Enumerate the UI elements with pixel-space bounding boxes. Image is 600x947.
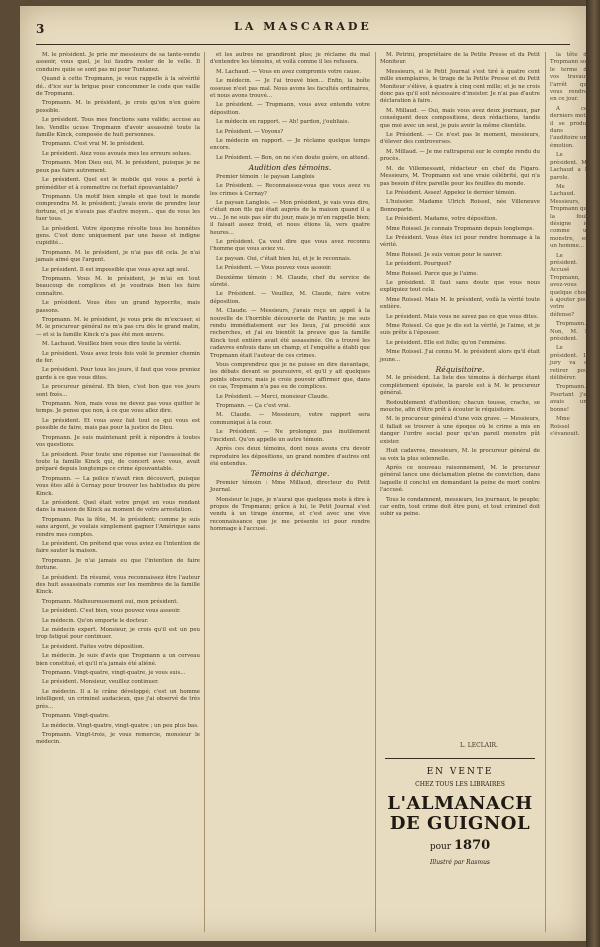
paragraph: Le médecin. Il a le crâne développé; c'est un homme intelligent, un criminel audacieux, que j'ai observé de très près...	[36, 688, 200, 710]
paragraph: Tropmann. M. le président, je n'ai pas dit cela. Je n'ai jamais aimé que l'argent.	[36, 249, 200, 264]
paragraph: Tropmann. — Ça c'est vrai.	[216, 403, 291, 410]
paragraph: Tropmann. M. le président, je vous prie de m'excuser, si M. le procureur général ne m'a pas cru dès le grand matin, — et si la famille Kinck n'a pas été mon œuvre.	[36, 317, 200, 338]
paragraph: Le Président. Vous êtes ici pour rendre hommage à la vérité.	[380, 234, 540, 249]
paragraph: Le président. Vous avez trois fois volé le premier chemin de fer.	[36, 350, 200, 365]
paragraph: Tropmann. Je n'ai jamais eu que l'intention de faire fortune.	[36, 557, 200, 572]
paragraph: Le président. Et vous avez fait tout ce qui vous est possible de faire, mais pas pour la justice de Dieu.	[36, 417, 200, 432]
column-divider	[545, 52, 546, 932]
section-title: Témoins à décharge.	[250, 469, 330, 479]
paragraph: et les autres ne grandiront plus; je réclame du mal d'entendre les témoins, et voilà comme il les refusera.	[210, 52, 370, 66]
paragraph: Le président. Accusé Tropmann, avez-vous quelque chose à ajouter pour votre défense?	[550, 252, 590, 318]
column-2	[210, 52, 370, 932]
paragraph: M. Claude. — Messieurs, j'avais reçu un appel à la nouvelle de l'horrible découverte de Pantin; je me suis rendu immédiatement sur les lieux, j'ai procédé aux recherches, et j'ai eu bientôt la preuve que la famille Kinck tout entière avait été assassinée. On a trouvé les cadavres enfouis dans un champ, et l'enquête a établi que Tropmann était l'auteur de ces crimes.	[210, 308, 370, 359]
paragraph: Le Président. — Reconnaissez-vous que vous avez vu les crimes à Cernay?	[210, 183, 370, 197]
paragraph: Deuxième témoin : M. Claude, chef du service de sûreté.	[210, 274, 370, 288]
paragraph: Le paysan Langlois. — Mon président, je vais vous dire, c'était mon fils qui était auprès de la maison quand il a vu... Je ne suis pas sûr du jour, mais je m'en rappelle bien; il faisait assez froid, et nous étions là, vers quatre heures...	[210, 199, 370, 236]
paragraph: Le président. On prétend que vous aviez eu l'intention de faire sauter la maison.	[36, 540, 200, 555]
paragraph: Monsieur le juge, je n'aurai que quelques mots à dire à propos de Tropmann; grâce à lui, le Petit Journal s'est vendu à un tirage énorme, et c'est avec une vive reconnaissance que je me présente ici pour rendre hommage à l'accusé.	[210, 496, 370, 533]
paragraph: Le Président. Madame, votre déposition.	[386, 216, 498, 223]
ad-line-1: EN VENTE	[426, 767, 494, 777]
paragraph: Le président. Quel était votre projet en vous rendant dans la maison de Kinck au moment de votre arrestation.	[36, 499, 200, 514]
paragraph: Tropmann. Vingt-trois, je vous remercie, monsieur le médecin.	[36, 731, 200, 746]
paragraph: Mme Roissel. Ce que je dis est la vérité, je l'aime, et je suis prête à l'épouser.	[380, 323, 540, 337]
ad-year: 1870	[453, 838, 491, 853]
paragraph: Le Président. — Vous pouvez vous asseoir.	[216, 265, 332, 272]
paragraph: Le président. Mais vous ne savez pas ce que vous dites.	[386, 313, 539, 320]
section-title: Audition des témoins.	[248, 163, 332, 173]
paragraph: M. le président. La liste des témoins à décharge étant complètement épuisée, la parole est à M. le procureur général.	[380, 375, 540, 397]
paragraph: Redoublement d'attention; chacun tousse, crache, se mouche, afin d'être prêt à écouter le réquisitoire.	[380, 399, 540, 414]
paragraph: M. de Villemessant, rédacteur en chef du Figaro. Messieurs, M. Tropmann est une vraie célébrité, qui n'a pas besoin d'être pareille pour les feuilles du monde.	[380, 165, 540, 187]
column-1	[36, 52, 200, 932]
paragraph: Après ces deux témoins, dont nous avons cru devoir reproduire les dépositions, un grand nombre d'autres ont été entendus.	[210, 446, 370, 467]
paragraph: Tous le condamnent, messieurs, les journaux, le peuple; car enfin, tout crime doit être puni, et tout criminel doit subir sa peine.	[380, 496, 540, 518]
paragraph: Le président. Pour tous les jours, il faut que vous preniez garde à ce que vous dites.	[36, 367, 200, 381]
paragraph: Mme Roissel. Je suis venue pour le sauver.	[386, 251, 503, 258]
paragraph: Mme Roissel. Parce que je l'aime.	[386, 270, 479, 277]
paragraph: Le président. Faites votre déposition.	[42, 643, 145, 650]
advertisement	[385, 758, 535, 929]
paragraph: M. le procureur général d'une voix grave. — Messieurs, il fallait se trouver à une époque où le crime a mis en danger l'ordre social pour qu'un pareil monstre pût exister.	[380, 416, 540, 445]
paragraph: Le Président. — Bon, on ne s'en doute guère, on attend.	[216, 154, 370, 161]
column-3	[380, 52, 540, 752]
paragraph: M. Claude. — Messieurs, votre rapport sera communiqué à la cour.	[210, 412, 370, 426]
paragraph: Tropmann. Pourtant j'en avais une bonne!	[550, 384, 590, 413]
paragraph: Tropmann. — La police n'avait rien découvert, puisque vous êtes allé à Cernay pour trouver les habitudes du père Kinck.	[36, 475, 200, 497]
paragraph: Le président. Aiez vous avoués mes les erreurs solues.	[42, 150, 192, 157]
paragraph: Mme Roissel s'évanouit.	[550, 416, 580, 437]
paragraph: Tropmann. Non, mais vous ne devez pas vous quitter le temps. Je pense que non, à ce que vous allez dire.	[36, 401, 200, 415]
paragraph: Le président. — Tropmann, vous avez entendu votre déposition.	[210, 102, 370, 116]
paragraph: Vous comprendrez que je ne puisse en dire davantage, les débats devant se poursuivre, et qu'il y ait quelques points obscurs; mais je crois pouvoir affirmer que, dans ce cas, Tropmann n'a pas eu de complices.	[210, 362, 370, 391]
paragraph: Quand à cette Tropmann, je veux rappelle à la sévérité dé.. d'ice sur la brigue pour concommer le code que vaille de Tropmann.	[36, 76, 200, 98]
paragraph: Le Président. — Ce n'est pas le moment, messieurs, d'élever des controverses.	[380, 132, 540, 146]
paragraph: Me Lachaud. Messieurs, Tropmann que la foule désigne ici comme un monstre, est un homme...	[550, 183, 590, 250]
column-divider	[204, 52, 205, 932]
paragraph: Tropmann. Vingt-quatre, vingt-quatre, je vous suis...	[42, 670, 186, 677]
paragraph: Le président. Votre éponyme révolte tous les honnêtes gens. C'est donc uniquement par une basse et indigne cupidité...	[36, 225, 200, 247]
paragraph: Le président. Pour toute une réponse sur l'assassinat de toute la famille Kinck qui, de concert avec vous, avait préparé depuis longtemps ce crime épouvantable.	[36, 451, 200, 473]
paragraph: A ces derniers mots, il se produit dans l'auditoire une émotion.	[550, 105, 590, 149]
ad-title: L'ALMANACH DE GUIGNOL	[387, 793, 533, 834]
paragraph: Tropmann. Un motif bien simple et que tout le monde comprendra M. le président; j'avais envie de prendre leur fortune, et je n'avais pas d'autre moyen... que de vous les tuer tous.	[36, 193, 200, 223]
paragraph: Le médecin. Je suis d'avis que Tropmann a un cerveau bien constitué, et qu'il n'a jamais été aliéné.	[36, 653, 200, 667]
paragraph: Le médecin en rapport. — Je réclame quelque temps encore.	[210, 138, 370, 152]
section-title: Réquisitoire.	[435, 365, 485, 375]
paragraph: Le procureur général. Eh bien, c'est bon que vos jours sont fixés...	[36, 384, 200, 398]
paragraph: M. le président. Je prie mr messieurs de sa tante-vendu asseoir, vous quel, je lui faudra rester de le velle. Il conduire quiie se sont pas mi pour Tuntanez.	[36, 52, 200, 73]
paragraph: M. Millaud. — Oui, mais vous avez deux journaux, par conséquent deux compositions, deux rédactions, tandis que moi avec un seul, je puis avoir la même clientèle.	[380, 107, 540, 129]
paragraph: Le président. Tous mes fonctions sans valide; accuse au les. Vendlis ucuse Tropmann d'avoir assassiné toute la famille Kinck, composée de huit personnes.	[36, 117, 200, 139]
paragraph: Le président. Me Lachaud a la parole.	[550, 152, 590, 181]
paragraph: Tropmann. Pas la fête, M. le président; comme je suis sans argent, je voulais simplement gagner l'Amérique sans rendre mes comptes.	[36, 516, 200, 538]
paragraph: Mme Roissel. J'ai connu M. le président alors qu'il était jeune...	[380, 349, 540, 363]
paragraph: Tropmann. Je suis maintenant prêt à répondre à toutes vos questions.	[36, 434, 200, 449]
signature: L. LECLAIR.	[460, 742, 498, 749]
ad-pour: pour	[429, 842, 452, 852]
column-4	[550, 52, 590, 932]
paragraph: M. Lachaud. — Vous en avez compromis votre cause.	[216, 68, 362, 75]
paragraph: Tropmann. M. le président, je crois qu'on n'en guère possible.	[36, 100, 200, 114]
paragraph: Huit cadavres, messieurs, M. le procureur général de sa voix la plus solennelle.	[380, 448, 540, 462]
paragraph: Le Président. Assez! Appelez le dernier témoin.	[386, 189, 517, 196]
paragraph: Messieurs, si le Petit Journal s'est tiré à quatre cent mille exemplaires, le tirage de la Petite Presse et du Petit Moniteur s'élève, à quatre à cinq cent mille; et je ne crois donc pas qu'il soit nécessaire d'insister. Je n'ai pas d'autre déclaration à faire.	[380, 68, 540, 105]
paragraph: Le président. C'est bien, vous pouvez vous asseoir.	[42, 608, 181, 615]
paragraph: Le médecin. — Je l'ai trouvé bien... Enfin, la boîte osseuse n'est pas mal. Nous avons les facultés ordinaires, et nous avons trouvé...	[210, 78, 370, 100]
paragraph: Le médecin. Vingt-quatre, vingt-quatre ; un peu plus bas.	[42, 722, 199, 729]
paragraph: la tête de Tropmann soit le terme de vos travaux, l'arrêt que vous rendrez en ce jour.	[550, 52, 590, 103]
paragraph: M. Millaud. — Je me rattraperai sur le compte rendu du procès.	[380, 148, 540, 163]
paragraph: L'huissier. Madame Ulrich Roissel, née Villeneuve Bonnoparte.	[380, 199, 540, 213]
paragraph: Tropmann. Vingt-quatre.	[42, 713, 110, 720]
paragraph: Le président. Vous êtes un grand hypocrite, mais passons.	[36, 300, 200, 314]
paragraph: Le président. Il faut sans doute que vous nous expliquiez tout cela.	[380, 279, 540, 294]
paragraph: Après ce nouveau raisonnement, M. le procureur général lance une déclamation pleine de conviction, dans laquelle il conclut en demandant la peine de mort contre l'accusé.	[380, 464, 540, 494]
paragraph: Le président. Elle est folle; qu'on l'emmène.	[386, 339, 507, 346]
paragraph: Le président. Quel est le mobile qui vous a porté à préméditer et à commettre ce forfait épouvantable?	[36, 177, 200, 191]
paragraph: Premier témoin : Mme Millaud, directeur du Petit Journal.	[210, 479, 370, 494]
ad-year-line	[385, 838, 535, 853]
paragraph: Le Président. — Merci, monsieur Claude.	[216, 393, 329, 400]
newspaper-title: LA MASCARADE	[234, 20, 372, 33]
paragraph: Le médecin expert. Monsieur, je crois qu'il est un peu trop fatigué pour continuer.	[36, 627, 200, 641]
paragraph: Le président. Monsieur, veuillez continuer.	[42, 679, 159, 686]
paragraph: Le président. Le jury va se retirer pour délibérer.	[550, 345, 590, 382]
paragraph: Tropmann. Mon Dieu oui, M. le président, puisque je ne peux pas faire autrement.	[36, 160, 200, 174]
paragraph: Le paysan. Oui, c'était bien lui, et je le reconnais.	[216, 255, 352, 262]
ad-illustrated-by: Illustré par Rasmus	[429, 859, 491, 866]
page-header	[36, 14, 570, 45]
paragraph: Le Président. — Veuillez, M. Claude, faire votre déposition.	[210, 291, 370, 305]
ad-line-2: CHEZ TOUS LES LIBRAIRES	[415, 781, 505, 788]
newspaper-page	[20, 6, 590, 941]
column-divider	[375, 52, 376, 932]
paragraph: Mme Roissel. Mais M. le président, voilà la vérité toute entière.	[380, 296, 540, 311]
paragraph: Le président. Ça veut dire que vous avez reconnu l'homme que vous aviez vu.	[210, 238, 370, 253]
paragraph: Tropmann. Non, M. le président.	[550, 321, 590, 343]
paragraph: Tropmann. Malheureusement oui, mon président.	[42, 598, 179, 605]
paragraph: Tropmann. C'est vrai M. le président.	[42, 141, 145, 148]
paragraph: Le président. En résumé, vous reconnaissez être l'auteur des huit assassinats commis sur les membres de la famille Kinck.	[36, 574, 200, 596]
paragraph: Premier témoin : le paysan Langlois	[216, 173, 315, 180]
paragraph: Mme Roissel. Je connais Tropmann depuis longtemps.	[386, 225, 535, 232]
paragraph: Le président. Il est impossible que vous ayez agi seul.	[42, 266, 190, 273]
paragraph: Le Président. — Ne prolongez pas inutilement l'incident. Qu'on appelle un autre témoin.	[210, 429, 370, 443]
paragraph: M. Lachaud. Veuillez bien vous dire toute la vérité.	[42, 341, 182, 348]
page-number: 3	[36, 22, 45, 36]
paragraph: Le président. Pourquoi?	[386, 261, 452, 268]
paragraph: Le Président. — Voyons?	[216, 128, 284, 135]
paragraph: Le médecin en rapport. — Ah! pardon, j'oubliais.	[216, 119, 350, 126]
paragraph: Le médecin. Qu'on emporte le docteur.	[42, 617, 149, 624]
paragraph: M. Petrini, propriétaire de la Petite Presse et du Petit Moniteur.	[380, 52, 540, 66]
paragraph: Tropmann. Vous M. le président, je m'ai en tout beaucoup de complices et je voudrais bien les faire connaître.	[36, 275, 200, 297]
